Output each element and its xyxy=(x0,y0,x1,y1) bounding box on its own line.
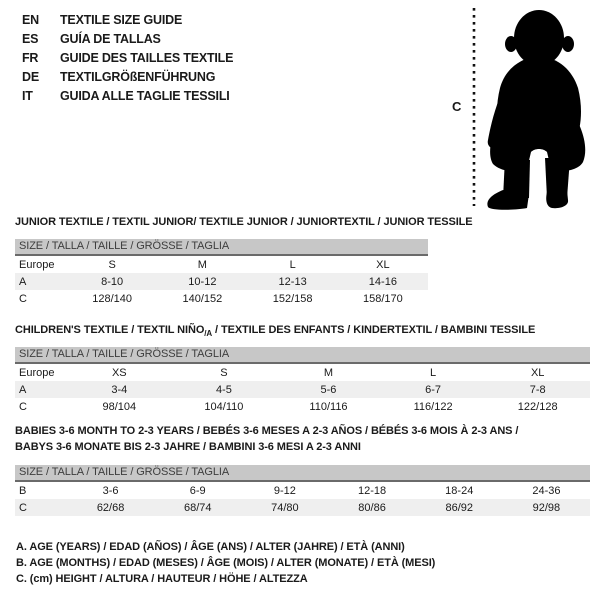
cell: 122/128 xyxy=(517,400,558,413)
lang-label: GUIDE DES TAILLES TEXTILE xyxy=(60,50,234,65)
cell: 9-12 xyxy=(273,484,296,497)
table-row xyxy=(15,499,590,516)
title-text: CHILDREN'S TEXTILE / TEXTIL NIÑO xyxy=(15,324,205,336)
title-text: / TEXTILE DES ENFANTS / KINDERTEXTIL / BAMBINI TESSILE xyxy=(212,324,536,336)
childrens-table xyxy=(15,347,590,415)
cell: 80/86 xyxy=(358,501,386,514)
baby-silhouette-icon xyxy=(483,8,593,210)
cell: 152/158 xyxy=(272,292,313,305)
cell: XL xyxy=(376,258,390,271)
table-row xyxy=(15,256,428,273)
lang-label: TEXTILE SIZE GUIDE xyxy=(60,12,183,27)
childrens-table-title xyxy=(15,324,535,338)
lang-row-it xyxy=(22,86,233,105)
junior-size-header: SIZE / TALLA / TAILLE / GRÖSSE / TAGLIA xyxy=(15,239,428,256)
row-label: Europe xyxy=(19,258,55,271)
cell: 86/92 xyxy=(445,501,473,514)
legend-age-months: B. AGE (MONTHS) / EDAD (MESES) / ÂGE (MOIS) / ALTER (MONATE) / ETÀ (MESI) xyxy=(16,557,436,569)
lang-code: FR xyxy=(22,50,39,65)
height-dashed-line-icon xyxy=(470,8,478,206)
title-subscript: /A xyxy=(204,329,213,339)
cell: 10-12 xyxy=(188,275,217,288)
row-label: A xyxy=(19,383,27,396)
height-measure-label: C xyxy=(452,99,462,114)
row-label: C xyxy=(19,400,27,413)
cell: 4-5 xyxy=(215,383,232,396)
table-row xyxy=(15,364,590,381)
row-label: B xyxy=(19,484,27,497)
babies-table-title xyxy=(15,425,518,457)
cell: XS xyxy=(111,366,127,379)
row-label: Europe xyxy=(19,366,55,379)
cell: S xyxy=(220,366,228,379)
row-label: A xyxy=(19,275,27,288)
cell: 116/122 xyxy=(413,400,453,413)
cell: M xyxy=(323,366,334,379)
cell: 128/140 xyxy=(92,292,132,305)
cell: 24-36 xyxy=(532,484,561,497)
cell: 7-8 xyxy=(529,383,546,396)
cell: 18-24 xyxy=(445,484,474,497)
cell: 110/116 xyxy=(309,400,348,413)
cell: 62/68 xyxy=(96,501,125,514)
cell: 74/80 xyxy=(271,501,299,514)
cell: L xyxy=(430,366,437,379)
cell: 3-6 xyxy=(102,484,119,497)
table-row xyxy=(15,273,428,290)
babies-title-line2: BABYS 3-6 MONATE BIS 2-3 JAHRE / BAMBINI 3-6 MESI A 2-3 ANNI xyxy=(15,441,361,453)
table-row xyxy=(15,290,428,307)
lang-code: ES xyxy=(22,31,39,46)
cell: 6-7 xyxy=(425,383,442,396)
lang-row-de xyxy=(22,67,233,86)
language-header xyxy=(22,10,233,105)
legend-age-years: A. AGE (YEARS) / EDAD (AÑOS) / ÂGE (ANS) / ALTER (JAHRE) / ETÀ (ANNI) xyxy=(16,541,405,553)
childrens-size-header: SIZE / TALLA / TAILLE / GRÖSSE / TAGLIA xyxy=(15,347,590,364)
cell: 98/104 xyxy=(102,400,137,413)
babies-title-line1: BABIES 3-6 MONTH TO 2-3 YEARS / BEBÉS 3-6 MESES A 2-3 AÑOS / BÉBÉS 3-6 MOIS À 2-3 ANS / xyxy=(15,425,519,437)
lang-code: IT xyxy=(22,88,33,103)
table-row xyxy=(15,398,590,415)
lang-label: GUÍA DE TALLAS xyxy=(60,31,161,46)
lang-row-es xyxy=(22,29,233,48)
cell: 12-18 xyxy=(358,484,387,497)
row-label: C xyxy=(19,501,27,514)
babies-size-header: SIZE / TALLA / TAILLE / GRÖSSE / TAGLIA xyxy=(15,465,590,482)
cell: 12-13 xyxy=(278,275,307,288)
lang-row-en xyxy=(22,10,233,29)
table-row xyxy=(15,482,590,499)
cell: 6-9 xyxy=(189,484,206,497)
cell: 68/74 xyxy=(183,501,212,514)
cell: 158/170 xyxy=(362,292,403,305)
cell: 8-10 xyxy=(101,275,124,288)
table-row xyxy=(15,381,590,398)
lang-label: TEXTILGRÖßENFÜHRUNG xyxy=(60,69,216,84)
lang-code: EN xyxy=(22,12,39,27)
cell: 104/110 xyxy=(204,400,244,413)
cell: 14-16 xyxy=(368,275,397,288)
babies-table xyxy=(15,465,590,516)
cell: S xyxy=(108,258,116,271)
junior-table xyxy=(15,239,428,307)
legend-height-cm: C. (cm) HEIGHT / ALTURA / HAUTEUR / HÖHE / ALTEZZA xyxy=(16,573,308,585)
lang-label: GUIDA ALLE TAGLIE TESSILI xyxy=(60,88,230,103)
cell: 3-4 xyxy=(111,383,128,396)
cell: XL xyxy=(530,366,545,379)
cell: L xyxy=(289,258,296,271)
cell: 92/98 xyxy=(532,501,561,514)
legend xyxy=(16,539,435,587)
junior-table-title: JUNIOR TEXTILE / TEXTIL JUNIOR/ TEXTILE JUNIOR / JUNIORTEXTIL / JUNIOR TESSILE xyxy=(15,216,473,228)
cell: 5-6 xyxy=(320,383,337,396)
cell: M xyxy=(197,258,207,271)
lang-row-fr xyxy=(22,48,233,67)
lang-code: DE xyxy=(22,69,39,84)
row-label: C xyxy=(19,292,27,305)
cell: 140/152 xyxy=(182,292,223,305)
